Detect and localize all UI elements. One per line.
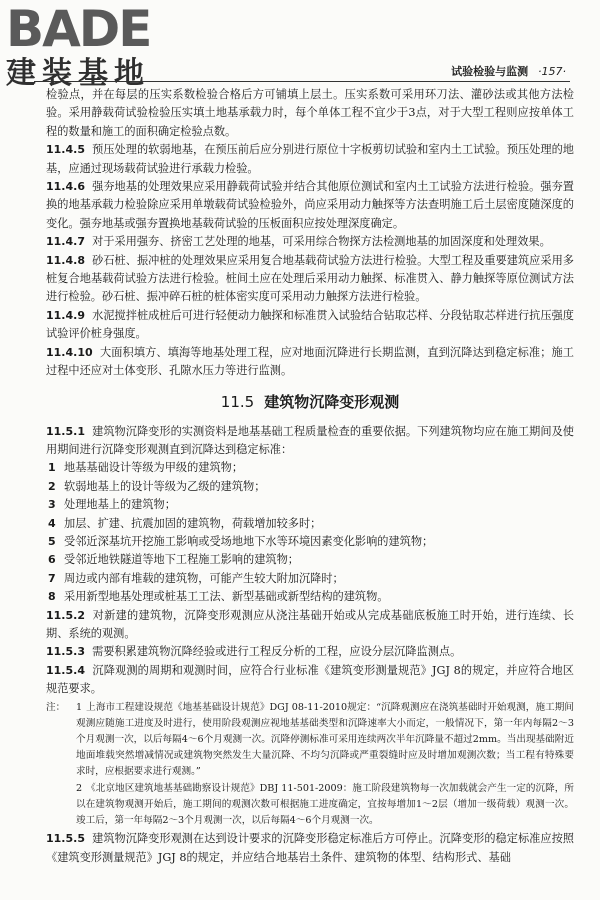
list-number: 1 [48, 461, 56, 475]
logo-chinese-wordmark: 建装基地 [6, 56, 150, 91]
note-number: 1 [76, 701, 83, 713]
list-text: 处理地基上的建筑物； [64, 498, 176, 512]
list-number: 8 [48, 590, 56, 604]
list-text: 软弱地基上的设计等级为乙级的建筑物； [64, 479, 266, 493]
logo-wordmark: BADE [6, 0, 151, 58]
clause-text: 对于采用强夯、挤密工艺处理的地基，可采用综合物探方法检测地基的加固深度和处理效果。 [92, 235, 551, 249]
list-item [46, 515, 574, 533]
clause-text: 建筑物沉降变形观测在达到设计要求的沉降变形稳定标准后方可停止。沉降变形的稳定标准应按照《建筑变形测量规范》JGJ 8的规定，并应结合地基岩土条件、建筑物的体型、结构形式、基础 [46, 832, 574, 864]
page-number: ·157· [538, 65, 566, 78]
note-item [46, 700, 574, 781]
clause-text: 沉降观测的周期和观测时间，应符合行业标准《建筑变形测量规范》JGJ 8的规定，并应符合地区规范要求。 [46, 663, 574, 696]
clause-text: 需要积累建筑物沉降经验或进行工程反分析的工程，应设分层沉降监测点。 [92, 645, 462, 659]
clause-number: 11.5.3 [46, 645, 85, 659]
list-item [46, 570, 574, 588]
page-body [46, 86, 574, 867]
clause-11-4-9 [46, 307, 574, 344]
list-number: 6 [48, 553, 56, 567]
clause-number: 11.4.10 [46, 345, 93, 359]
list-text: 周边或内部有堆载的建筑物，可能产生较大附加沉降时； [64, 571, 344, 585]
clause-number: 11.4.6 [46, 180, 85, 194]
notes-block [46, 700, 574, 830]
list-text: 受邻近地铁隧道等地下工程施工影响的建筑物； [64, 553, 299, 567]
clause-11-4-5 [46, 141, 574, 178]
clause-11-4-10 [46, 344, 574, 381]
list-number: 7 [48, 571, 56, 585]
clause-11-5-2 [46, 607, 574, 644]
clause-11-5-5 [46, 830, 574, 867]
clause-number: 11.5.1 [46, 424, 85, 438]
clause-number: 11.5.2 [46, 608, 85, 622]
intro-paragraph: 检验点，并在每层的压实系数检验合格后方可铺填上层土。压实系数可采用环刀法、灌砂法或其他方法检验。采用静载荷试验检验压实填土地基承载力时，每个单体工程不宜少于3点，对于大型工程则应按单体工程的数量和施工的面积确定检验点数。 [46, 88, 574, 138]
note-text: 《北京地区建筑地基基础勘察设计规范》DBJ 11-501-2009：施工阶段建筑物每一次加载就会产生一定的沉降，所以在建筑物观测开始后，施工期间的观测次数可根据施工进度确定，宜按每增加1～2层（增加一级荷载）观测一次。竣工后，第一年每隔2～3个月观测一次，以后每隔4～6个月观测一次。 [76, 782, 574, 827]
clause-11-5-1 [46, 423, 574, 460]
clause-number: 11.4.9 [46, 308, 85, 322]
clause-11-4-8 [46, 252, 574, 307]
list-item [46, 588, 574, 606]
clause-text: 对新建的建筑物，沉降变形观测应从浇注基础开始或从完成基础底板施工时开始，进行连续、长期、系统的观测。 [46, 608, 574, 640]
list-text: 加层、扩建、抗震加固的建筑物，荷载增加较多时； [64, 516, 322, 530]
clause-number: 11.5.5 [46, 832, 85, 846]
list-text: 采用新型地基处理或桩基工工法、新型基础或新型结构的建筑物。 [64, 590, 389, 604]
clause-text: 预压处理的软弱地基，在预压前后应分别进行原位十字板剪切试验和室内土工试验。预压处理的地基，应通过现场载荷试验进行承载力检验。 [46, 143, 574, 175]
header-title: 试验检验与监测 [451, 65, 529, 78]
clause-text: 建筑物沉降变形的实测资料是地基基础工程质量检查的重要依据。下列建筑物均应在施工期间及使用期间进行沉降变形观测直到沉降达到稳定标准： [46, 424, 574, 456]
section-title: 建筑物沉降变形观测 [264, 392, 400, 411]
clause-number: 11.4.5 [46, 143, 85, 157]
clause-text: 大面积填方、填海等地基处理工程，应对地面沉降进行长期监测，直到沉降达到稳定标准；施工过程中还应对土体变形、孔隙水压力等进行监测。 [46, 345, 574, 378]
list-number: 2 [48, 479, 56, 493]
list-number: 4 [48, 516, 56, 530]
note-text: 上海市工程建设规范《地基基础设计规范》DGJ 08-11-2010规定：“沉降观测应在浇筑基础时开始观测，施工期间观测应随施工进度及时进行，使用阶段观测应视地基基础类型和沉降速率大小而定，一般情况下，第一年内每隔2～3个月观测一次，以后每隔4～6个月观测一次。沉降停测标准可采用连续两次半年沉降量不超过2mm。当出现基础附近地面堆载突然增减情况或建筑物突然发生大量沉降、不均匀沉降或严重裂缝时应及时增加观测次数；当工程有特殊要求时，应根据要求进行观测。” [76, 701, 574, 778]
clause-11-5-3 [46, 643, 574, 661]
building-list [46, 459, 574, 606]
clause-number: 11.4.7 [46, 235, 85, 249]
list-number: 5 [48, 534, 56, 548]
bade-logo-watermark [6, 2, 206, 90]
clause-11-4-6 [46, 178, 574, 233]
clause-number: 11.4.8 [46, 253, 85, 267]
note-number: 2 [76, 782, 83, 794]
clause-text: 强夯地基的处理效果应采用静载荷试验并结合其他原位测试和室内土工试验方法进行检验。强夯置换的地基承载力检验除应采用单墩载荷试验检验外，尚应采用动力触探等方法查明施工后土层密度随深度的变化。强夯地基或强夯置换地基载荷试验的压板面积应按处理深度确定。 [46, 180, 574, 230]
list-item [46, 459, 574, 477]
clause-number: 11.5.4 [46, 663, 85, 677]
header-divider [34, 81, 570, 82]
list-item [46, 533, 574, 551]
clause-11-4-7 [46, 233, 574, 251]
section-number: 11.5 [220, 392, 255, 411]
clause-11-5-4 [46, 662, 574, 699]
list-item [46, 551, 574, 569]
section-heading [46, 391, 574, 413]
list-item [46, 478, 574, 496]
running-header [451, 63, 566, 79]
clause-text: 砂石桩、振冲桩的处理效果应采用复合地基载荷试验方法进行检验。大型工程及重要建筑应采用多桩复合地基载荷试验方法进行检验。桩间土应在处理后采用动力触探、标准贯入、静力触探等原位测试方法进行检验。砂石桩、振冲碎石桩的桩体密实度可采用动力触探方法进行检验。 [46, 253, 574, 304]
list-number: 3 [48, 498, 56, 512]
note-item [46, 781, 574, 830]
note-label: 注： [46, 701, 66, 713]
clause-text: 水泥搅拌桩成桩后可进行轻便动力触探和标准贯入试验结合钻取芯样、分段钻取芯样进行抗压强度试验评价桩身强度。 [46, 308, 574, 341]
list-text: 地基基础设计等级为甲级的建筑物； [64, 461, 244, 475]
list-text: 受邻近深基坑开挖施工影响或受场地地下水等环境因素变化影响的建筑物； [64, 534, 434, 548]
list-item [46, 496, 574, 514]
